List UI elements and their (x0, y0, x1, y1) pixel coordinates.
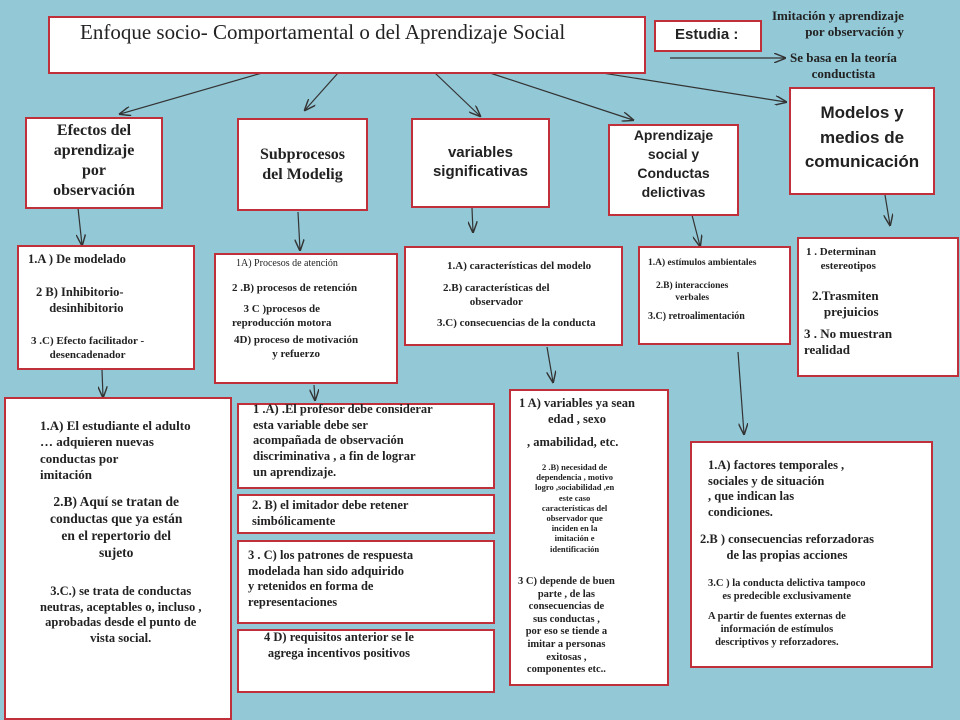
imitacion-text: Imitación y aprendizaje por observación y (772, 8, 904, 40)
category-c5-label: Modelos y medios de comunicación (804, 103, 920, 172)
l2-c3-a: 1.A) características del modelo (447, 260, 592, 272)
l3-c1-c: 3.C.) se trata de conductas neutras, aceptables o, incluso , aprobadas desde el punto de vista social. (40, 584, 202, 645)
category-c1-label: Efectos del aprendizaje por observación (53, 122, 135, 199)
l3-c4-c: 3.C ) la conducta delictiva tampoco es predecible exclusivamente (708, 578, 866, 603)
page-title: Enfoque socio- Comportamental o del Aprendizaje Social (80, 20, 566, 44)
l2-c4-a: 1.A) estímulos ambientales (648, 258, 757, 268)
arrow-c5-l2 (885, 195, 890, 225)
l2-c5-b: 2.Trasmiten prejuicios (812, 288, 879, 320)
l3-c4-d: A partir de fuentes externas de información de estímulos descriptivos y reforzadores. (708, 611, 846, 649)
l3-c4-a: 1.A) factores temporales , sociales y de situación , que indican las condiciones. (708, 458, 845, 519)
l3-c3-b: 2 .B) necesidad de dependencia , motivo logro ,sociabilidad ,en este caso características del observador que inciden en la imitación e identificación (535, 462, 615, 554)
category-c2-label: Subprocesos del Modelig (259, 146, 346, 183)
arrow-title-c3 (435, 73, 480, 116)
arrow-c1-l2 (78, 208, 82, 245)
l3-c2-b: 2. B) el imitador debe retener simbólicamente (252, 498, 409, 528)
l2-c4-c: 3.C) retroalimentación (648, 311, 745, 322)
estudia-label: Estudia : (675, 26, 739, 43)
l2-c2-a: 1A) Procesos de atención (236, 258, 338, 269)
l2-c1-a: 1.A ) De modelado (28, 252, 126, 266)
category-c3-label: variables significativas (432, 144, 529, 180)
teoria-text: Se basa en la teoría conductista (790, 50, 897, 82)
arrow-c4-l3 (738, 352, 744, 434)
arrow-c3-l3 (547, 347, 553, 382)
arrow-c2-l3 (314, 385, 315, 400)
arrow-c1-l3 (102, 370, 103, 397)
l2-c5-c: 3 . No muestran realidad (804, 326, 893, 358)
l3-c3-a: 1 A) variables ya sean edad , sexo (519, 396, 635, 426)
l2-c1-b: 2 B) Inhibitorio- desinhibitorio (36, 285, 124, 315)
arrow-title-c2 (305, 73, 338, 110)
l3-c4-b: 2.B ) consecuencias reforzadoras de las propias acciones (700, 532, 875, 562)
l2-c2-d: 4D) proceso de motivación y refuerzo (234, 334, 359, 360)
arrow-c4-l2 (692, 215, 700, 246)
l3-c2-d: 4 D) requisitos anterior se le agrega incentivos positivos (264, 630, 414, 660)
arrow-c2-l2 (298, 212, 300, 250)
l2-c2-b: 2 .B) procesos de retención (232, 282, 358, 294)
l2-c2-c: 3 C )procesos de reproducción motora (232, 303, 332, 329)
arrow-title-c4 (490, 73, 633, 120)
arrow-title-c1 (120, 73, 262, 114)
l3-c1-a: 1.A) El estudiante el adulto … adquieren nuevas conductas por imitación (40, 418, 191, 482)
arrow-c3-l2 (472, 208, 473, 232)
l3-c3-a2: , amabilidad, etc. (527, 435, 619, 449)
category-c4-label: Aprendizaje social y Conductas delictivas (633, 127, 714, 200)
l2-c5-a: 1 . Determinan estereotipos (806, 246, 876, 272)
l3-c2-a: 1 .A) .El profesor debe considerar esta variable debe ser acompañada de observación discriminativa , a fin de lograr un aprendizaje. (253, 402, 433, 479)
l2-c4-b: 2.B) interacciones verbales (656, 281, 729, 303)
l3-c1-b: 2.B) Aquí se tratan de conductas que ya están en el repertorio del sujeto (50, 494, 183, 560)
l2-c1-c: 3 .C) Efecto facilitador - desencadenador (31, 335, 145, 361)
l2-c3-c: 3.C) consecuencias de la conducta (437, 317, 596, 329)
l2-c3-b: 2.B) características del observador (443, 282, 550, 308)
l3-c2-c: 3 . C) los patrones de respuesta modelada han sido adquirido y retenidos en forma de representaciones (248, 548, 414, 609)
l3-c3-c: 3 C) depende de buen parte , de las consecuencias de sus conductas , por eso se tiende a imitar a personas exitosas , componentes etc.. (518, 576, 615, 676)
